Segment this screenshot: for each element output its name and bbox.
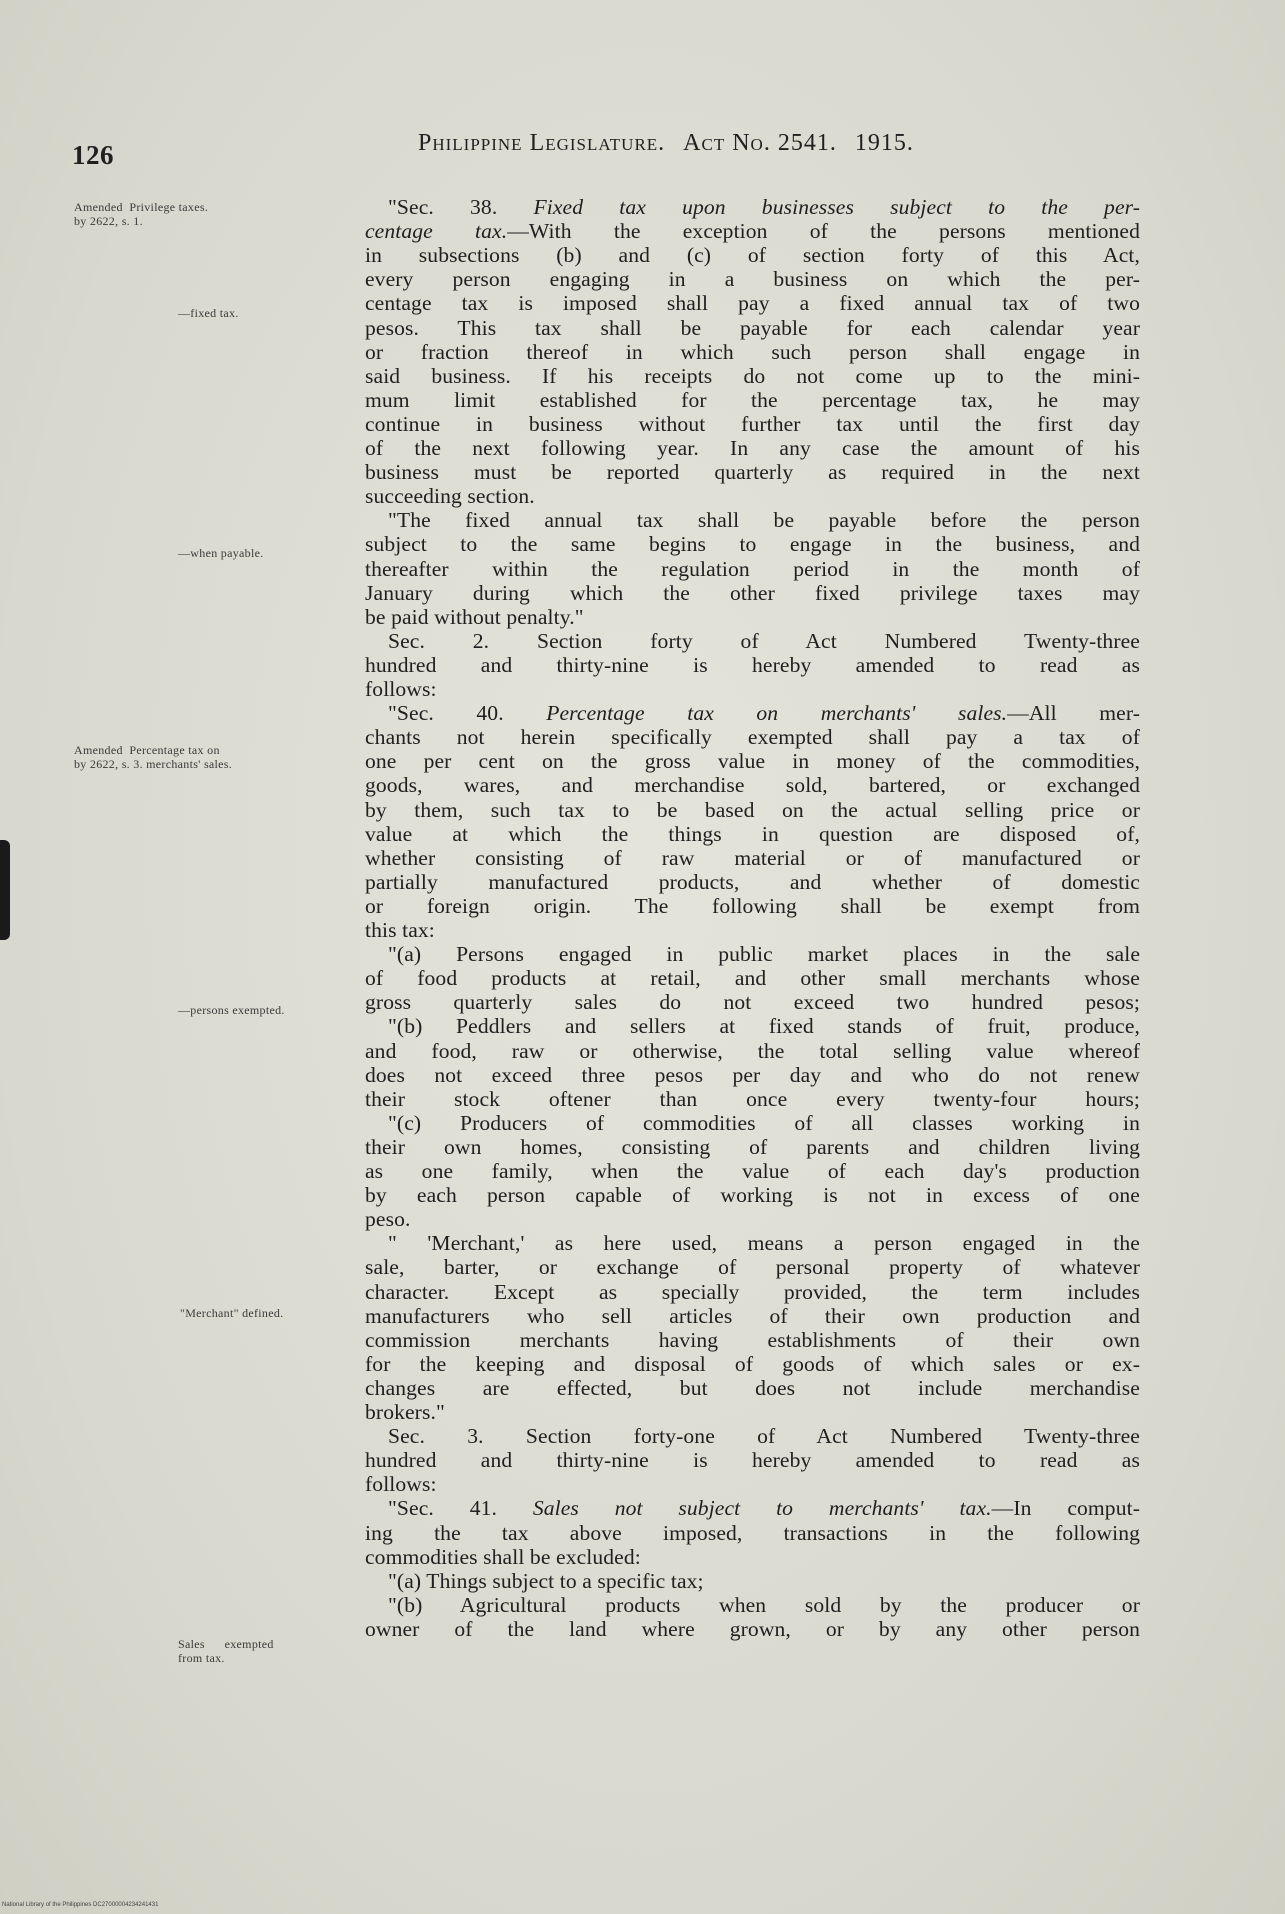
text-line [365, 989, 1140, 1015]
text-segment: one per cent on the gross value in money of the commodities, [365, 749, 1140, 774]
text-line [365, 580, 1140, 606]
text-segment: January during which the other fixed privilege taxes may [365, 580, 1140, 605]
text-line [388, 628, 1140, 654]
text-segment: "Sec. 38. [388, 195, 534, 219]
text-line [388, 1013, 1140, 1039]
text-segment: centage tax. [365, 219, 508, 244]
text-line [365, 1062, 1140, 1088]
text-segment: —In comput- [991, 1496, 1140, 1521]
text-line [365, 917, 1140, 943]
running-head-act: Act No. 2541. [683, 130, 837, 156]
text-line [365, 965, 1140, 991]
running-head-org: Philippine Legislature. [418, 130, 666, 156]
page-number: 126 [72, 140, 114, 170]
text-segment: their stock oftener than once every twenty-four hours; [365, 1086, 1140, 1111]
text-segment: or foreign origin. The following shall be exempt from [365, 893, 1140, 918]
text-segment: "(a) Persons engaged in public market places in the sale [388, 942, 1140, 967]
text-line [388, 1495, 1140, 1521]
text-segment: this tax: [365, 918, 435, 942]
text-line [365, 1038, 1140, 1064]
text-line [365, 387, 1140, 413]
text-line [365, 242, 1140, 268]
text-segment: thereafter within the regulation period in the month of [365, 556, 1140, 581]
text-line [365, 483, 1140, 509]
binding-edge [0, 840, 10, 940]
text-segment: business must be reported quarterly as required in the next [365, 460, 1140, 485]
text-line [388, 1423, 1140, 1449]
text-segment: subject to the same begins to engage in the business, and [365, 532, 1140, 557]
text-segment: whether consisting of raw material or of manufactured or [365, 845, 1140, 870]
text-segment: or fraction thereof in which such person shall engage in [365, 339, 1140, 364]
text-line [365, 266, 1140, 292]
text-segment: commission merchants having establishments of their own [365, 1327, 1140, 1352]
text-segment: chants not herein specifically exempted shall pay a tax of [365, 725, 1140, 750]
text-line [365, 1544, 1140, 1570]
text-segment: follows: [365, 1472, 437, 1497]
text-segment: ing the tax above imposed, transactions in the following [365, 1520, 1140, 1545]
text-line [365, 1182, 1140, 1208]
text-segment: does not exceed three pesos per day and who do not renew [365, 1062, 1140, 1087]
text-segment: Sec. 3. Section forty-one of Act Numbered Twenty-three [388, 1424, 1140, 1449]
text-segment: every person engaging in a business on which the per- [365, 267, 1140, 292]
text-line [388, 1110, 1140, 1136]
text-segment: manufacturers who sell articles of their own production and [365, 1303, 1140, 1328]
text-segment: sale, barter, or exchange of personal property of whatever [365, 1255, 1140, 1280]
text-segment: said business. If his receipts do not come up to the mini- [365, 363, 1140, 388]
text-line [365, 1520, 1140, 1546]
text-segment: goods, wares, and merchandise sold, bartered, or exchanged [365, 773, 1140, 798]
text-segment: and food, raw or otherwise, the total selling value whereof [365, 1038, 1140, 1063]
margin-note-fixed-tax: —fixed tax. [178, 306, 239, 320]
text-line [365, 363, 1140, 389]
text-line [365, 1206, 1140, 1232]
text-line [388, 1592, 1140, 1618]
text-segment: in subsections (b) and (c) of section forty of this Act, [365, 243, 1140, 268]
text-segment: "(b) Peddlers and sellers at fixed stands of fruit, produce, [388, 1014, 1140, 1039]
text-segment: their own homes, consisting of parents and children living [365, 1134, 1140, 1159]
text-line [365, 1616, 1140, 1642]
text-line [365, 1447, 1140, 1473]
margin-note-privilege-taxes: Amended Privilege taxes. by 2622, s. 1. [74, 200, 209, 228]
margin-note-when-payable: —when payable. [178, 546, 264, 560]
text-line [365, 676, 1140, 702]
text-segment: follows: [365, 677, 437, 701]
text-segment: " 'Merchant,' as here used, means a person engaged in the [388, 1231, 1140, 1256]
text-line [365, 315, 1140, 341]
text-line [365, 748, 1140, 774]
text-line [365, 604, 1140, 630]
text-segment: Fixed tax upon businesses subject to the per- [533, 195, 1140, 219]
running-head-year: 1915. [854, 130, 914, 156]
library-stamp: National Library of the Philippines DC27000004234241431 [2, 1902, 159, 1908]
text-line [365, 1279, 1140, 1305]
text-segment: "Sec. 40. [388, 701, 547, 726]
text-segment: gross quarterly sales do not exceed two hundred pesos; [365, 990, 1140, 1015]
text-segment: peso. [365, 1207, 411, 1232]
text-line [365, 339, 1140, 365]
text-segment: "The fixed annual tax shall be payable before the person [388, 508, 1140, 533]
text-segment: "(c) Producers of commodities of all classes working in [388, 1110, 1140, 1135]
text-segment: mum limit established for the percentage tax, he may [365, 387, 1140, 412]
text-line [365, 435, 1140, 461]
text-segment: of food products at retail, and other small merchants whose [365, 966, 1140, 991]
text-segment: Sales not subject to merchants' tax. [532, 1496, 992, 1521]
text-line [388, 194, 1140, 220]
margin-note-sales-exempted: Sales exempted from tax. [178, 1637, 274, 1665]
text-line [365, 1134, 1140, 1160]
text-line [365, 845, 1140, 871]
text-segment: as one family, when the value of each day's production [365, 1159, 1140, 1183]
margin-note-merchant-defined: "Merchant" defined. [180, 1306, 284, 1320]
text-segment: centage tax is imposed shall pay a fixed annual tax of two [365, 291, 1140, 316]
text-line [365, 531, 1140, 557]
text-line [365, 724, 1140, 750]
margin-note-percentage-tax: Amended Percentage tax on by 2622, s. 3. merchants' sales. [74, 743, 233, 771]
text-segment: Sec. 2. Section forty of Act Numbered Twenty-three [388, 628, 1140, 653]
text-segment: hundred and thirty-nine is hereby amended to read as [365, 1448, 1140, 1473]
text-line [365, 869, 1140, 895]
text-line [365, 1158, 1140, 1184]
text-line [388, 1568, 1140, 1594]
text-segment: "(b) Agricultural products when sold by the producer or [388, 1592, 1140, 1617]
text-line [365, 1375, 1140, 1401]
text-segment: succeeding section. [365, 484, 535, 509]
text-segment: continue in business without further tax until the first day [365, 411, 1140, 436]
text-segment: partially manufactured products, and whether of domestic [365, 869, 1140, 894]
text-segment: hundred and thirty-nine is hereby amended to read as [365, 652, 1140, 677]
running-head [418, 130, 914, 157]
text-line [388, 507, 1140, 533]
text-line [365, 411, 1140, 437]
text-line [365, 797, 1140, 823]
text-line [365, 218, 1140, 244]
text-line [365, 821, 1140, 847]
text-segment: of the next following year. In any case the amount of his [365, 436, 1140, 460]
text-line [365, 556, 1140, 582]
text-line [388, 941, 1140, 967]
text-segment: character. Except as specially provided, the term includes [365, 1279, 1140, 1304]
text-segment: for the keeping and disposal of goods of which sales or ex- [365, 1351, 1140, 1376]
text-segment: by them, such tax to be based on the actual selling price or [365, 797, 1140, 822]
text-segment: brokers." [365, 1400, 445, 1424]
text-segment: —With the exception of the persons mentioned [507, 219, 1140, 244]
text-segment: "Sec. 41. [388, 1496, 533, 1521]
text-segment: be paid without penalty." [365, 604, 584, 629]
text-line [365, 1351, 1140, 1377]
text-line [365, 652, 1140, 678]
text-segment: value at which the things in question are disposed of, [365, 821, 1140, 846]
text-line [365, 1254, 1140, 1280]
text-line [365, 1471, 1140, 1497]
text-segment: owner of the land where grown, or by any other person [365, 1616, 1140, 1641]
text-line [365, 459, 1140, 485]
text-segment: "(a) Things subject to a specific tax; [388, 1568, 704, 1593]
text-line [388, 700, 1140, 726]
text-line [365, 290, 1140, 316]
text-line [365, 1086, 1140, 1112]
text-segment: Percentage tax on merchants' sales. [546, 701, 1008, 726]
text-segment: by each person capable of working is not in excess of one [365, 1183, 1140, 1208]
text-line [365, 893, 1140, 919]
text-segment: commodities shall be excluded: [365, 1544, 641, 1569]
text-segment: changes are effected, but does not include merchandise [365, 1375, 1140, 1400]
text-line [365, 1399, 1140, 1425]
text-line [365, 1303, 1140, 1329]
text-segment: pesos. This tax shall be payable for each calendar year [365, 315, 1140, 340]
text-line [365, 772, 1140, 798]
text-line [365, 1327, 1140, 1353]
margin-note-persons-exempted: —persons exempted. [178, 1003, 285, 1017]
text-line [388, 1230, 1140, 1256]
text-segment: —All mer- [1007, 701, 1140, 726]
